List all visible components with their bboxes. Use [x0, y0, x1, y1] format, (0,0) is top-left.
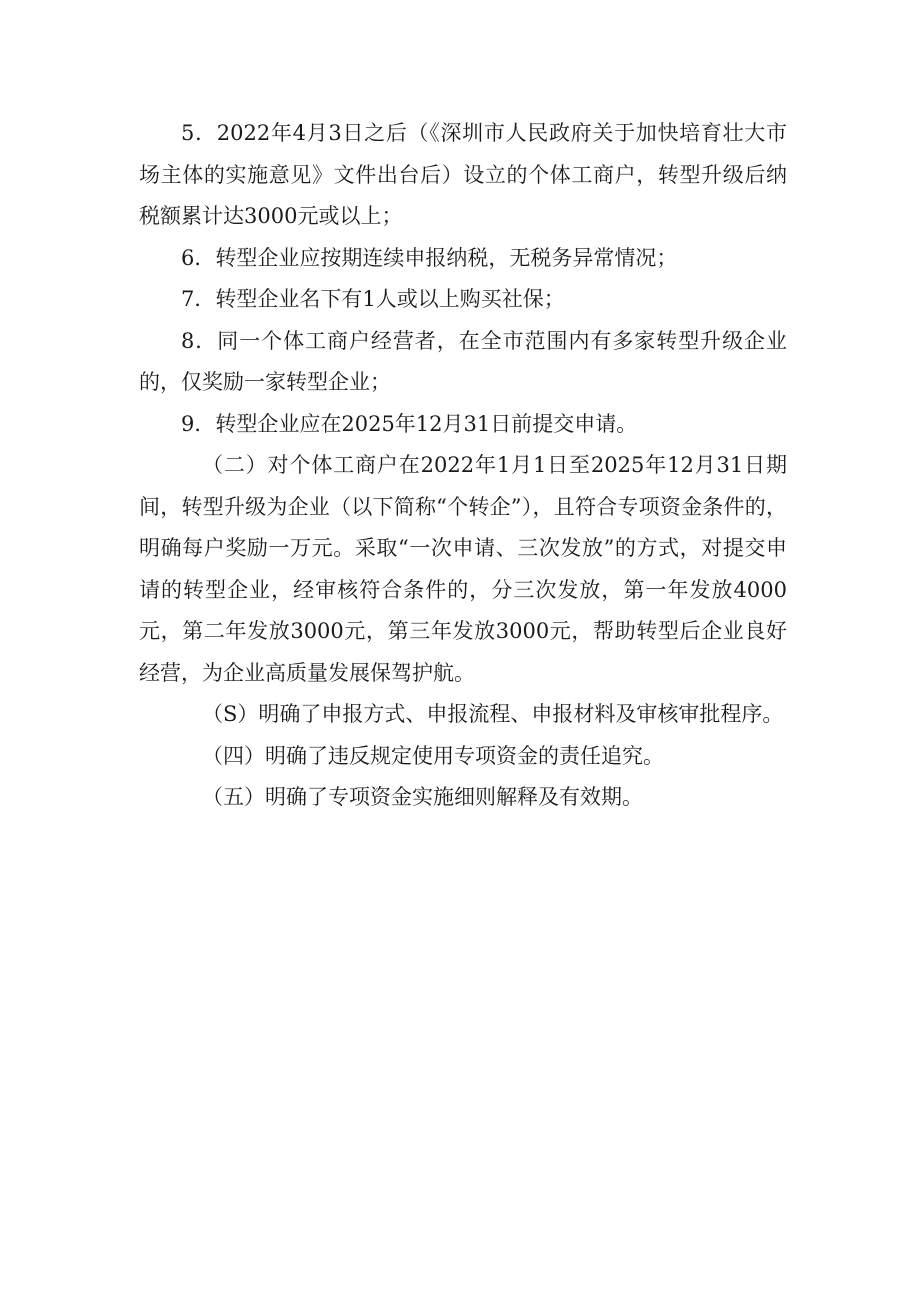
paragraph-item-8: 8．同一个体工商户经营者，在全市范围内有多家转型升级企业的，仅奖励一家转型企业；: [139, 328, 787, 394]
paragraph-item-6: 6．转型企业应按期连续申报纳税，无税务异常情况；: [181, 245, 678, 270]
paragraph-section-4: （四）明确了违反规定使用专项资金的责任追究。: [202, 743, 664, 768]
paragraph-section-3: （S）明确了申报方式、申报流程、申报材料及审核审批程序。: [202, 702, 784, 726]
paragraph-section-5: （五）明确了专项资金实施细则解释及有效期。: [202, 785, 643, 809]
paragraph-section-2: （二）对个体工商户在2022年1月1日至2025年12月31日期间，转型升级为企业（以下简称“个转企”），且符合专项资金条件的，明确每户奖励一万元。采取“一次申请、三次发放”的方式，对提交申请的转型企业，经审核符合条件的，分三次发放，第一年发放4000元，第二年发放3000元，第三年发放3000元，帮助转型后企业良好经营，为企业高质量发展保驾护航。: [139, 453, 787, 685]
paragraph-item-7: 7．转型企业名下有1人或以上购买社保；: [181, 287, 565, 311]
paragraph-item-9: 9．转型企业应在2025年12月31日前提交申请。: [181, 411, 638, 436]
document-body: [139, 113, 787, 819]
paragraph-item-5: 5．2022年4月3日之后（《深圳市人民政府关于加快培育壮大市场主体的实施意见》文件出台后）设立的个体工商户，转型升级后纳税额累计达3000元或以上；: [139, 121, 787, 228]
